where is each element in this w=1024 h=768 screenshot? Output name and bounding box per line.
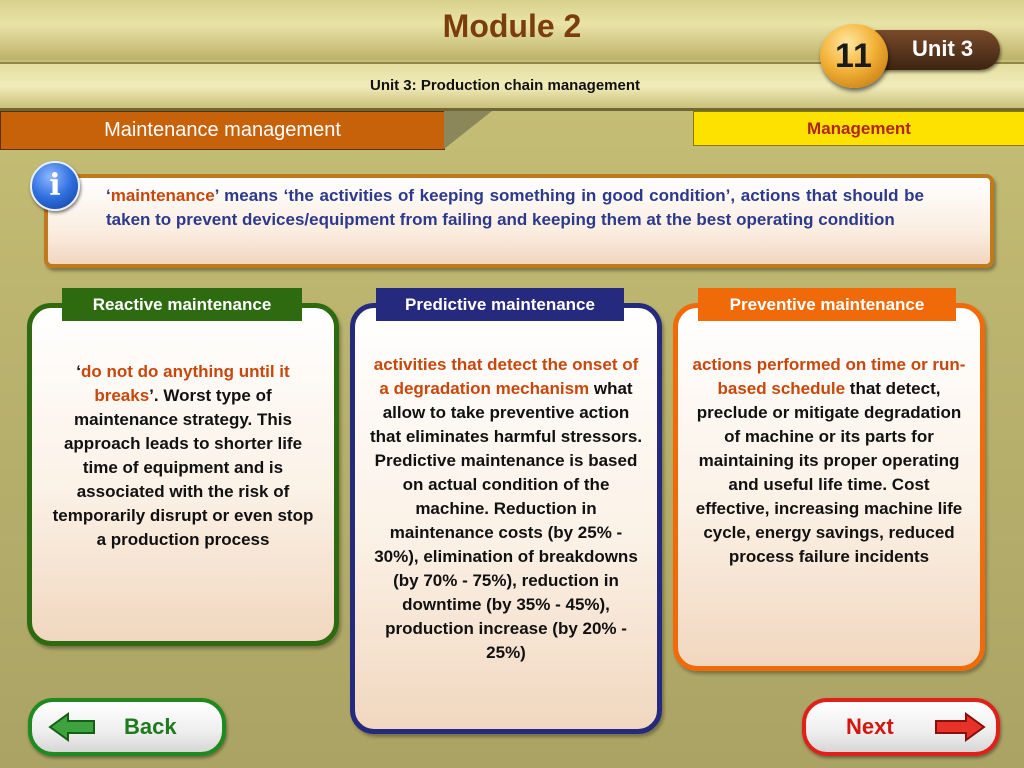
next-label: Next [846, 714, 894, 739]
reactive-card-text [46, 360, 320, 552]
definition-term: maintenance [110, 186, 215, 205]
page-number-badge: 11 [820, 24, 888, 88]
preventive-body: that detect, preclude or mitigate degradation of machine or its parts for maintaining its proper operating and useful life time. Cost effective, increasing machine life cycle, energy savings, reduced process failure incidents [695, 379, 963, 566]
section-title: Maintenance management [0, 111, 445, 150]
predictive-body: what allow to take preventive action that eliminates harmful stressors. Predictive maintenance is based on actual condition of the machine. Reduction in maintenance costs (by 25% - 30%), elimination of breakdowns (by 70% - 75%), reduction in downtime (by 35% - 45%), production increase (by 20% - 25%) [369, 379, 643, 662]
category-tab: Management [693, 111, 1024, 146]
reactive-body: ’. Worst type of maintenance strategy. This approach leads to shorter life time of equipment and is associated with the risk of temporarily disrupt or even stop a production process [52, 386, 314, 549]
unit-subtitle: Unit 3: Production chain management [369, 77, 641, 94]
section-tab-bevel [444, 111, 492, 149]
next-button[interactable] [802, 698, 1000, 756]
back-button[interactable] [28, 698, 226, 756]
predictive-heading: Predictive maintenance [376, 288, 624, 321]
module-title: Module 2 [442, 8, 582, 44]
predictive-card [350, 303, 662, 734]
reactive-heading: Reactive maintenance [62, 288, 302, 321]
reactive-highlight: do not do anything until it breaks [81, 362, 290, 405]
predictive-highlight: activities that detect the onset of a degradation mechanism [373, 355, 639, 398]
info-icon[interactable]: i [30, 161, 80, 211]
quote-mark: ‘ [106, 186, 111, 205]
back-label: Back [124, 714, 177, 739]
predictive-card-text [367, 353, 645, 665]
preventive-card-text [692, 353, 966, 569]
definition-text [106, 184, 924, 232]
preventive-card [673, 303, 985, 671]
definition-box [44, 174, 994, 268]
quote-mark: ‘ [76, 362, 82, 381]
arrow-right-icon [932, 712, 986, 742]
preventive-highlight: actions performed on time or run-based schedule [692, 355, 966, 398]
definition-body: ’ means ‘the activities of keeping something in good condition’, actions that should be taken to prevent devices/equipment from failing and keeping them at the best operating condition [106, 186, 924, 229]
unit-label: Unit 3 [912, 36, 974, 61]
reactive-card [27, 303, 339, 646]
arrow-left-icon [48, 712, 98, 742]
preventive-heading: Preventive maintenance [698, 288, 956, 321]
